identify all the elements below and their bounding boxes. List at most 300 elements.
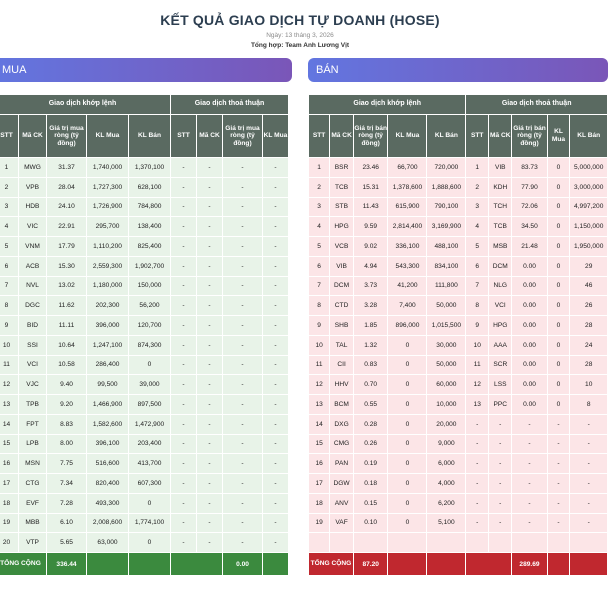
table-cell: CII [330, 355, 354, 375]
buy-group-agreement: Giao dịch thoả thuận [171, 95, 289, 115]
column-header[interactable]: KL Mua [263, 115, 289, 158]
table-cell: - [547, 493, 570, 513]
table-cell: VIB [330, 256, 354, 276]
table-cell: 11 [0, 355, 19, 375]
table-cell: - [263, 474, 289, 494]
buy-banner [0, 58, 292, 82]
table-cell: 1,582,600 [87, 414, 129, 434]
table-cell: 1,110,200 [87, 237, 129, 257]
table-cell: 6 [0, 256, 19, 276]
table-cell: 0.70 [353, 375, 388, 395]
table-cell: - [223, 355, 263, 375]
table-cell: VCB [330, 237, 354, 257]
table-cell: 1,774,100 [129, 513, 171, 533]
table-cell: 720,000 [427, 158, 466, 178]
table-cell: - [171, 513, 197, 533]
table-cell: 0 [547, 158, 570, 178]
table-cell: - [171, 256, 197, 276]
table-cell: NVL [19, 276, 47, 296]
table-cell: 2 [466, 177, 489, 197]
table-cell: 15 [309, 434, 330, 454]
table-row[interactable] [0, 316, 289, 336]
table-cell: 820,400 [87, 474, 129, 494]
table-cell: 5 [466, 237, 489, 257]
table-cell: 9 [0, 316, 19, 336]
table-cell: SCR [489, 355, 512, 375]
table-cell: CTG [19, 474, 47, 494]
table-cell: - [223, 395, 263, 415]
table-cell: - [223, 513, 263, 533]
table-row[interactable] [0, 474, 289, 494]
table-cell: 18 [0, 493, 19, 513]
table-cell: 1,015,500 [427, 316, 466, 336]
table-cell: 12 [309, 375, 330, 395]
table-cell: 10 [0, 335, 19, 355]
table-cell: - [512, 493, 547, 513]
table-cell: - [223, 316, 263, 336]
table-cell: - [489, 414, 512, 434]
table-cell: 3,000,000 [570, 177, 608, 197]
table-cell [309, 533, 330, 553]
table-row[interactable] [309, 158, 608, 178]
table-cell [512, 533, 547, 553]
column-header[interactable]: Mã CK [489, 115, 512, 158]
table-cell: 896,000 [388, 316, 427, 336]
table-cell: VNM [19, 237, 47, 257]
table-cell: 7 [466, 276, 489, 296]
table-cell: 0.00 [512, 316, 547, 336]
table-row[interactable] [309, 434, 608, 454]
table-cell: - [223, 217, 263, 237]
author-label: Tổng hợp: [250, 42, 284, 49]
table-cell: - [263, 158, 289, 178]
table-cell: 19 [309, 513, 330, 533]
table-cell: 138,400 [129, 217, 171, 237]
table-cell: TCB [330, 177, 354, 197]
column-header[interactable]: Giá trị mua ròng (tỷ đồng) [223, 115, 263, 158]
table-cell: FPT [19, 414, 47, 434]
table-cell: - [197, 533, 223, 553]
table-cell: - [547, 454, 570, 474]
table-cell: 0.83 [353, 355, 388, 375]
buy-table [0, 94, 289, 576]
column-header[interactable]: Giá trị bán ròng (tỷ đồng) [512, 115, 547, 158]
table-cell: - [223, 533, 263, 553]
table-cell: - [263, 493, 289, 513]
table-cell: 336,100 [388, 237, 427, 257]
table-cell: - [512, 474, 547, 494]
table-cell: 8 [309, 296, 330, 316]
table-cell: 0.00 [512, 276, 547, 296]
column-header[interactable]: KL Bán [427, 115, 466, 158]
column-header[interactable]: KL Bán [129, 115, 171, 158]
table-cell: 8.00 [47, 434, 87, 454]
table-cell: 20,000 [427, 414, 466, 434]
table-cell: DGW [330, 474, 354, 494]
table-cell: - [223, 197, 263, 217]
table-row[interactable] [309, 414, 608, 434]
table-cell [547, 533, 570, 553]
table-cell: 4.94 [353, 256, 388, 276]
table-cell: - [263, 217, 289, 237]
table-cell: 4 [466, 217, 489, 237]
empty-cell [427, 553, 466, 576]
table-cell: 4,000 [427, 474, 466, 494]
table-cell: 396,100 [87, 434, 129, 454]
table-cell: - [171, 197, 197, 217]
table-row[interactable] [0, 454, 289, 474]
table-cell: 0.00 [512, 395, 547, 415]
sell-total-match: 87.20 [353, 553, 388, 576]
table-cell: 15.30 [47, 256, 87, 276]
table-cell: 0 [388, 513, 427, 533]
table-cell: - [263, 237, 289, 257]
table-cell: 13 [466, 395, 489, 415]
table-cell: 413,700 [129, 454, 171, 474]
sell-group-agreement: Giao dịch thoả thuận [466, 95, 608, 115]
table-cell: 0 [388, 474, 427, 494]
table-cell: 1 [466, 158, 489, 178]
table-cell: - [223, 276, 263, 296]
table-cell: - [263, 296, 289, 316]
table-row[interactable] [309, 454, 608, 474]
table-cell: 11.62 [47, 296, 87, 316]
column-header[interactable]: Mã CK [19, 115, 47, 158]
column-header[interactable]: STT [0, 115, 19, 158]
table-cell: 1,378,600 [388, 177, 427, 197]
table-cell: 9 [466, 316, 489, 336]
table-cell: - [197, 177, 223, 197]
table-cell: 790,100 [427, 197, 466, 217]
column-header[interactable]: KL Mua [547, 115, 570, 158]
table-cell: 11 [309, 355, 330, 375]
table-cell: 0.18 [353, 474, 388, 494]
table-row[interactable] [309, 513, 608, 533]
table-cell: HDB [19, 197, 47, 217]
table-row[interactable] [0, 177, 289, 197]
column-header[interactable]: Giá trị bán ròng (tỷ đồng) [353, 115, 388, 158]
table-cell: - [171, 335, 197, 355]
table-cell: 0 [547, 355, 570, 375]
table-cell: - [570, 493, 608, 513]
table-cell: 7 [0, 276, 19, 296]
table-cell: - [171, 355, 197, 375]
table-row[interactable] [309, 256, 608, 276]
table-row[interactable] [0, 355, 289, 375]
table-cell: - [197, 474, 223, 494]
table-cell: SSI [19, 335, 47, 355]
table-cell: - [197, 237, 223, 257]
table-cell: 99,500 [87, 375, 129, 395]
table-cell: - [197, 493, 223, 513]
table-cell: 0 [547, 256, 570, 276]
table-cell: 2,559,300 [87, 256, 129, 276]
table-cell: 488,100 [427, 237, 466, 257]
table-cell: 7.28 [47, 493, 87, 513]
column-header[interactable]: STT [309, 115, 330, 158]
table-cell: 22.91 [47, 217, 87, 237]
table-cell: - [223, 434, 263, 454]
table-row[interactable] [309, 395, 608, 415]
table-cell: PAN [330, 454, 354, 474]
table-cell: 0 [388, 493, 427, 513]
table-row[interactable] [0, 493, 289, 513]
buy-total-label: TỔNG CỘNG [0, 553, 47, 576]
table-cell: 295,700 [87, 217, 129, 237]
table-cell: 396,000 [87, 316, 129, 336]
table-cell: 2 [309, 177, 330, 197]
table-cell: 3.28 [353, 296, 388, 316]
table-cell: 0 [547, 375, 570, 395]
table-cell: 111,800 [427, 276, 466, 296]
table-cell: 0 [547, 335, 570, 355]
table-row[interactable] [309, 375, 608, 395]
table-row[interactable] [0, 217, 289, 237]
table-cell: 0 [547, 237, 570, 257]
table-cell: 1.85 [353, 316, 388, 336]
buy-total-row [0, 553, 289, 576]
table-row[interactable] [309, 533, 608, 553]
table-cell: 6.10 [47, 513, 87, 533]
table-cell: - [197, 513, 223, 533]
table-row[interactable] [0, 395, 289, 415]
table-cell: - [171, 296, 197, 316]
table-cell: MBB [19, 513, 47, 533]
table-cell: 1.32 [353, 335, 388, 355]
buy-title: MUA [2, 64, 27, 76]
table-cell: 1,902,700 [129, 256, 171, 276]
table-row[interactable] [309, 316, 608, 336]
column-header[interactable]: Mã CK [197, 115, 223, 158]
table-row[interactable] [309, 493, 608, 513]
table-row[interactable] [309, 177, 608, 197]
column-header[interactable]: STT [466, 115, 489, 158]
table-row[interactable] [0, 197, 289, 217]
table-cell: 21.48 [512, 237, 547, 257]
table-row[interactable] [309, 355, 608, 375]
table-row[interactable] [0, 237, 289, 257]
table-cell: 5,000,000 [570, 158, 608, 178]
table-cell: - [466, 454, 489, 474]
table-cell: 0.26 [353, 434, 388, 454]
table-cell: 0 [388, 335, 427, 355]
table-cell: 26 [570, 296, 608, 316]
table-row[interactable] [309, 197, 608, 217]
table-cell: 13.02 [47, 276, 87, 296]
table-cell: 16 [309, 454, 330, 474]
table-cell: 120,700 [129, 316, 171, 336]
table-cell: 2,008,600 [87, 513, 129, 533]
table-cell: 50,000 [427, 355, 466, 375]
table-cell: VAF [330, 513, 354, 533]
table-cell: - [489, 434, 512, 454]
table-cell: - [197, 296, 223, 316]
table-row[interactable] [309, 296, 608, 316]
table-cell: 83.73 [512, 158, 547, 178]
table-cell: - [263, 355, 289, 375]
table-row[interactable] [309, 474, 608, 494]
column-header[interactable]: Mã CK [330, 115, 354, 158]
table-cell: 39,000 [129, 375, 171, 395]
table-cell: 46 [570, 276, 608, 296]
table-cell: - [570, 454, 608, 474]
table-cell: - [197, 256, 223, 276]
column-header[interactable]: KL Bán [570, 115, 608, 158]
table-cell: 1,247,100 [87, 335, 129, 355]
table-cell: - [263, 375, 289, 395]
table-cell: 543,300 [388, 256, 427, 276]
table-cell: 0 [388, 454, 427, 474]
table-cell: 1 [309, 158, 330, 178]
table-cell: 10.64 [47, 335, 87, 355]
table-cell: 3.73 [353, 276, 388, 296]
table-cell: - [263, 533, 289, 553]
table-cell: 6 [309, 256, 330, 276]
table-cell: - [171, 217, 197, 237]
table-cell: 1,726,900 [87, 197, 129, 217]
table-cell: 12 [466, 375, 489, 395]
table-cell: 1,466,900 [87, 395, 129, 415]
table-row[interactable] [309, 217, 608, 237]
table-cell: - [489, 454, 512, 474]
table-cell: 2 [0, 177, 19, 197]
table-cell: 15.31 [353, 177, 388, 197]
table-cell: - [547, 414, 570, 434]
table-cell: 4 [309, 217, 330, 237]
table-row[interactable] [0, 335, 289, 355]
column-header[interactable]: KL Mua [87, 115, 129, 158]
table-cell: 23.46 [353, 158, 388, 178]
table-row[interactable] [0, 256, 289, 276]
table-cell: 10.58 [47, 355, 87, 375]
table-cell: 0.00 [512, 335, 547, 355]
table-cell: 784,800 [129, 197, 171, 217]
table-cell: 15 [0, 434, 19, 454]
table-cell: - [263, 395, 289, 415]
table-row[interactable] [309, 276, 608, 296]
table-cell: - [223, 177, 263, 197]
table-cell: TPB [19, 395, 47, 415]
table-cell: 0 [388, 375, 427, 395]
table-cell: - [197, 335, 223, 355]
table-cell [489, 533, 512, 553]
table-cell: LSS [489, 375, 512, 395]
table-row[interactable] [0, 296, 289, 316]
table-cell: - [197, 355, 223, 375]
table-cell: 0 [547, 197, 570, 217]
table-cell: 5 [309, 237, 330, 257]
table-row[interactable] [0, 513, 289, 533]
table-cell: 516,600 [87, 454, 129, 474]
table-cell: - [466, 493, 489, 513]
table-cell: DCM [330, 276, 354, 296]
column-header[interactable]: Giá trị mua ròng (tỷ đồng) [47, 115, 87, 158]
table-cell: 2,814,400 [388, 217, 427, 237]
table-row[interactable] [309, 335, 608, 355]
table-cell: 1,740,000 [87, 158, 129, 178]
table-cell: VJC [19, 375, 47, 395]
column-header[interactable]: STT [171, 115, 197, 158]
table-row[interactable] [0, 375, 289, 395]
table-cell: - [512, 513, 547, 533]
table-cell: 0.19 [353, 454, 388, 474]
sell-group-match: Giao dịch khớp lệnh [309, 95, 466, 115]
table-row[interactable] [0, 414, 289, 434]
table-cell: 28 [570, 316, 608, 336]
table-cell: 0 [547, 296, 570, 316]
table-cell: 0 [129, 355, 171, 375]
sell-banner [308, 58, 608, 82]
table-cell: 0 [388, 395, 427, 415]
table-cell: - [197, 454, 223, 474]
table-cell: AAA [489, 335, 512, 355]
table-cell: - [223, 158, 263, 178]
table-cell: 0 [388, 414, 427, 434]
sell-title: BÁN [316, 64, 339, 76]
table-cell: KDH [489, 177, 512, 197]
table-cell: - [223, 375, 263, 395]
table-cell: DGC [19, 296, 47, 316]
table-cell: 11.11 [47, 316, 87, 336]
table-cell: 11.43 [353, 197, 388, 217]
table-cell: 7.75 [47, 454, 87, 474]
table-cell: 13 [309, 395, 330, 415]
table-cell: - [223, 493, 263, 513]
table-cell: - [171, 276, 197, 296]
empty-cell [547, 553, 570, 576]
table-row[interactable] [309, 237, 608, 257]
table-cell: 5 [0, 237, 19, 257]
table-cell: 0 [547, 276, 570, 296]
table-row[interactable] [0, 158, 289, 178]
table-cell: 4,997,200 [570, 197, 608, 217]
sell-total-agreement: 289.69 [512, 553, 547, 576]
table-cell: - [512, 434, 547, 454]
table-row[interactable] [0, 434, 289, 454]
table-row[interactable] [0, 276, 289, 296]
table-cell: - [466, 513, 489, 533]
table-cell: 286,400 [87, 355, 129, 375]
table-cell: 0 [388, 434, 427, 454]
table-cell: 28.04 [47, 177, 87, 197]
table-cell: 9.40 [47, 375, 87, 395]
table-cell: 10 [466, 335, 489, 355]
table-cell: 0 [547, 316, 570, 336]
table-cell: 0.00 [512, 256, 547, 276]
table-cell: - [489, 493, 512, 513]
table-cell: - [223, 256, 263, 276]
table-cell: HHV [330, 375, 354, 395]
table-cell: - [223, 335, 263, 355]
table-cell: - [263, 256, 289, 276]
table-cell: 50,000 [427, 296, 466, 316]
table-cell: 0.28 [353, 414, 388, 434]
table-cell: 29 [570, 256, 608, 276]
table-cell: 41,200 [388, 276, 427, 296]
table-row[interactable] [0, 533, 289, 553]
table-cell: 9.20 [47, 395, 87, 415]
table-cell: 30,000 [427, 335, 466, 355]
table-cell: - [197, 375, 223, 395]
table-cell: - [489, 513, 512, 533]
table-cell: 34.50 [512, 217, 547, 237]
table-cell: VIB [489, 158, 512, 178]
buy-group-match: Giao dịch khớp lệnh [0, 95, 171, 115]
report-date: Ngày: 13 tháng 3, 2026 [266, 32, 334, 39]
table-cell: 72.06 [512, 197, 547, 217]
column-header[interactable]: KL Mua [388, 115, 427, 158]
table-cell: - [223, 474, 263, 494]
